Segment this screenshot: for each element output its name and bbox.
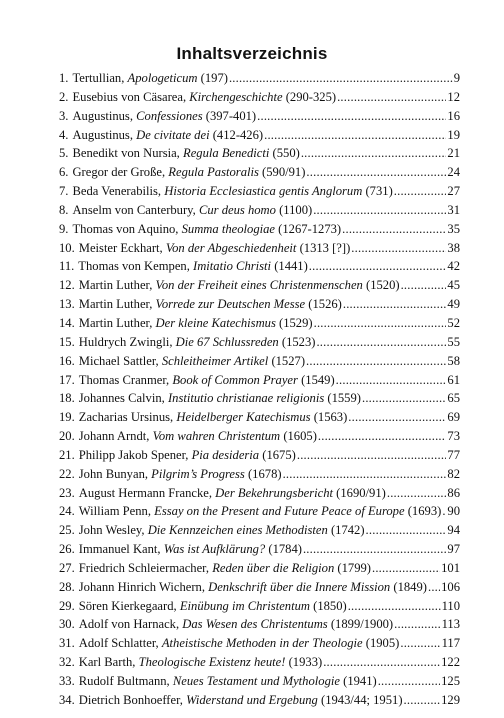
entry-number: 12. [59,278,75,293]
dot-leader [400,634,440,653]
toc-entry [59,540,460,559]
entry-date: (1529) [279,315,313,330]
entry-author: Beda Venerabilis, [72,184,162,199]
entry-page-number: 106 [441,579,460,594]
entry-work-title: Kirchengeschichte [189,89,283,104]
entry-number: 28. [59,579,75,594]
entry-date: (731) [365,184,393,199]
toc-entry [59,69,460,88]
entry-author: Thomas Cranmer, [78,372,170,387]
toc-entry-text [59,465,282,484]
entry-work-title: De civitate dei [136,127,210,142]
entry-number: 3. [59,108,69,123]
toc-entry [59,446,460,465]
toc-entry-text [59,559,371,578]
entry-work-title: Der Bekehrungsbericht [215,485,334,500]
dot-leader [348,597,441,616]
entry-page-number: 125 [441,674,460,688]
entry-number: 9. [59,221,69,236]
entry-work-title: Book of Common Prayer [172,372,298,387]
entry-number: 32. [59,655,75,670]
dot-leader [318,427,447,446]
entry-date: (1526) [308,297,342,312]
entry-author: Eusebius von Cäsarea, [72,89,187,104]
entry-date: (590/91) [262,165,306,180]
entry-date: (290-325) [285,89,337,104]
entry-number: 31. [59,636,75,651]
entry-author: Augustinus, [72,127,133,142]
entry-number: 19. [59,410,75,425]
entry-page-number: 94 [447,523,460,538]
toc-entry-text [59,182,393,201]
toc-entry [59,634,460,653]
entry-work-title: Widerstand und Ergebung [186,692,318,707]
entry-page-number: 117 [441,636,460,651]
entry-author: Thomas von Kempen, [78,259,190,274]
toc-entry [59,672,460,691]
dot-leader [348,408,446,427]
entry-work-title: Von der Freiheit eines Christenmenschen [155,278,363,293]
toc-entry [59,163,460,182]
dot-leader [297,446,447,465]
entry-page-number: 122 [441,655,460,670]
toc-entry-text [59,239,350,258]
entry-number: 6. [59,165,69,180]
entry-date: (1563) [313,410,348,425]
dot-leader [342,220,446,239]
entry-author: Huldrych Zwingli, [78,334,173,349]
entry-page-number: 58 [447,353,460,368]
entry-work-title: Summa theologiae [181,221,275,236]
entry-page-number: 19 [447,127,460,142]
toc-entry [59,220,460,239]
toc-entry-text [59,691,403,710]
dot-leader [309,257,447,276]
entry-author: Meister Eckhart, [78,240,163,255]
entry-date: (1933) [288,655,323,670]
dot-leader [313,201,446,220]
entry-number: 17. [59,372,75,387]
entry-number: 34. [59,692,75,707]
entry-date: (1799) [337,560,371,575]
dot-leader [428,578,440,597]
toc-entry [59,371,460,390]
dot-leader [323,653,440,672]
entry-work-title: Vom wahren Christentum [152,429,281,444]
entry-date: (1675) [262,447,296,462]
entry-author: Anselm von Canterbury, [72,202,196,217]
toc-entry [59,88,460,107]
entry-date: (1559) [327,391,361,406]
toc-entry-text [59,502,441,521]
entry-author: Tertullian, [72,71,125,85]
entry-number: 30. [59,617,75,632]
dot-leader [283,465,447,484]
entry-date: (1520) [366,278,400,293]
dot-leader [264,126,446,145]
entry-number: 33. [59,674,75,688]
toc-entry-text [59,163,305,182]
dot-leader [404,691,441,710]
entry-work-title: Pia desideria [191,447,260,462]
entry-number: 24. [59,504,75,519]
entry-date: (1313 [?]) [299,240,351,255]
entry-number: 16. [59,353,75,368]
toc-entry [59,182,460,201]
entry-work-title: Pilgrim’s Progress [151,466,245,481]
entry-page-number: 45 [447,278,460,293]
entry-date: (1605) [283,429,317,444]
dot-leader [366,521,447,540]
entry-author: Benedikt von Nursia, [72,146,180,161]
dot-leader [401,276,447,295]
toc-entry [59,578,460,597]
entry-author: John Bunyan, [78,466,149,481]
toc-entry [59,653,460,672]
entry-author: Michael Sattler, [78,353,159,368]
toc-entry-text [59,144,300,163]
toc-entry [59,559,460,578]
entry-author: Johann Arndt, [78,429,150,444]
toc-entry [59,257,460,276]
entry-author: John Wesley, [78,523,145,538]
dot-leader [301,144,447,163]
entry-page-number: 129 [441,692,460,707]
dot-leader [316,333,446,352]
entry-work-title: Heidelberger Katechismus [176,410,311,425]
entry-page-number: 90 [447,504,460,519]
entry-author: Gregor der Große, [72,165,166,180]
entry-work-title: Imitatio Christi [193,259,272,274]
entry-page-number: 73 [447,429,460,444]
entry-page-number: 9 [453,71,460,85]
entry-date: (1549) [301,372,335,387]
dot-leader [336,371,447,390]
dot-leader [314,314,447,333]
toc-entry [59,408,460,427]
entry-author: Augustinus, [72,108,133,123]
toc-entry-text [59,126,263,145]
dot-leader [257,107,446,126]
entry-author: Dietrich Bonhoeffer, [78,692,183,707]
page-title: Inhaltsverzeichnis [176,44,328,63]
entry-date: (1527) [271,353,306,368]
toc-entry [59,465,460,484]
entry-page-number: 35 [447,221,460,236]
toc-entry-text [59,257,308,276]
toc-entry-text [59,484,386,503]
entry-date: (1784) [268,542,302,557]
entry-number: 14. [59,315,75,330]
entry-number: 5. [59,146,69,161]
entry-date: (1943/44; 1951) [321,692,403,707]
entry-author: Johannes Calvin, [78,391,165,406]
toc-entry [59,352,460,371]
entry-page-number: 97 [447,542,460,557]
entry-page-number: 38 [447,240,460,255]
entry-author: Martin Luther, [78,315,153,330]
entry-page-number: 86 [447,485,460,500]
entry-work-title: Denkschrift über die Innere Mission [208,579,391,594]
entry-work-title: Die Kennzeichen eines Methodisten [147,523,328,538]
entry-date: (1678) [247,466,282,481]
entry-work-title: Was ist Aufklärung? [163,542,266,557]
toc-entry [59,295,460,314]
entry-number: 20. [59,429,75,444]
entry-date: (397-401) [205,108,257,123]
entry-date: (1905) [365,636,400,651]
toc-entry [59,107,460,126]
entry-author: Philipp Jakob Spener, [78,447,189,462]
entry-work-title: Confessiones [136,108,203,123]
entry-date: (1899/1900) [330,617,394,632]
entry-page-number: 31 [447,202,460,217]
entry-author: Martin Luther, [78,278,153,293]
entry-number: 2. [59,89,69,104]
toc-entry [59,427,460,446]
entry-page-number: 69 [447,410,460,425]
toc-entry-text [59,672,377,691]
entry-work-title: Reden über die Religion [212,560,335,575]
entry-page-number: 42 [447,259,460,274]
toc-entry-text [59,107,256,126]
toc-entry-text [59,352,305,371]
toc-entry [59,521,460,540]
entry-author: Sören Kierkegaard, [78,598,177,613]
entry-number: 27. [59,560,75,575]
entry-number: 15. [59,334,75,349]
entry-number: 11. [59,259,75,274]
entry-date: (1941) [343,674,377,688]
entry-work-title: Apologeticum [127,71,198,85]
dot-leader [394,182,447,201]
entry-date: (1690/91) [336,485,386,500]
entry-work-title: Die 67 Schlussreden [175,334,279,349]
toc-entry [59,239,460,258]
entry-work-title: Institutio christianae religionis [167,391,325,406]
toc-entry [59,314,460,333]
toc-entry-text [59,295,342,314]
entry-page-number: 110 [441,598,460,613]
dot-leader [229,69,453,88]
entry-work-title: Regula Pastoralis [168,165,259,180]
entry-date: (1523) [281,334,316,349]
entry-author: Immanuel Kant, [78,542,161,557]
toc-entry-text [59,634,399,653]
toc-entry [59,484,460,503]
dot-leader [442,502,446,521]
toc-entry-text [59,408,347,427]
dot-leader [343,295,447,314]
toc-entry [59,144,460,163]
entry-author: August Hermann Francke, [78,485,212,500]
entry-work-title: Der kleine Katechismus [155,315,276,330]
toc-entry [59,615,460,634]
entry-date: (1742) [330,523,365,538]
entry-date: (412-426) [212,127,264,142]
entry-author: Adolf von Harnack, [78,617,180,632]
entry-work-title: Einübung im Christentum [179,598,310,613]
dot-leader [303,540,446,559]
entry-number: 10. [59,240,75,255]
entry-author: Friedrich Schleiermacher, [78,560,210,575]
dot-leader [306,163,446,182]
entry-number: 4. [59,127,69,142]
entry-date: (1693) [407,504,442,519]
toc-entry-text [59,427,317,446]
entry-date: (197) [200,71,228,85]
entry-work-title: Atheistische Methoden in der Theologie [161,636,363,651]
entry-author: Zacharias Ursinus, [78,410,174,425]
table-of-contents [59,69,460,710]
toc-entry-text [59,597,347,616]
toc-entry [59,597,460,616]
entry-author: Johann Hinrich Wichern, [78,579,205,594]
toc-entry [59,126,460,145]
dot-leader [306,352,446,371]
toc-entry [59,201,460,220]
toc-entry-text [59,69,228,88]
entry-author: Adolf Schlatter, [78,636,159,651]
entry-page-number: 27 [447,184,460,199]
entry-work-title: Regula Benedicti [183,146,270,161]
entry-work-title: Vorrede zur Deutschen Messe [155,297,306,312]
toc-entry-text [59,220,341,239]
dot-leader [378,672,440,691]
entry-date: (1850) [313,598,347,613]
entry-page-number: 77 [447,447,460,462]
toc-entry-text [59,314,313,333]
entry-page-number: 52 [447,315,460,330]
entry-number: 26. [59,542,75,557]
entry-number: 22. [59,466,75,481]
toc-entry-text [59,540,302,559]
entry-work-title: Theologische Existenz heute! [138,655,286,670]
toc-entry-text [59,446,296,465]
entry-number: 13. [59,297,75,312]
toc-entry [59,333,460,352]
toc-entry-text [59,615,393,634]
entry-author: Karl Barth, [78,655,136,670]
entry-date: (1849) [393,579,427,594]
entry-number: 25. [59,523,75,538]
entry-work-title: Cur deus homo [198,202,276,217]
dot-leader [362,389,446,408]
toc-entry [59,691,460,710]
entry-author: William Penn, [78,504,151,519]
entry-work-title: Schleitheimer Artikel [161,353,269,368]
dot-leader [394,615,440,634]
entry-work-title: Von der Abgeschiedenheit [165,240,297,255]
toc-entry-text [59,578,427,597]
entry-number: 8. [59,202,69,217]
entry-number: 21. [59,447,75,462]
toc-entry-text [59,389,361,408]
entry-work-title: Historia Ecclesiastica gentis Anglorum [164,184,363,199]
entry-number: 18. [59,391,75,406]
entry-work-title: Essay on the Present and Future Peace of Europe [154,504,405,519]
entry-date: (1441) [274,259,308,274]
entry-page-number: 16 [447,108,460,123]
entry-page-number: 101 [441,560,460,575]
toc-entry [59,502,460,521]
entry-number: 29. [59,598,75,613]
entry-page-number: 82 [447,466,460,481]
toc-entry-text [59,333,315,352]
toc-entry-text [59,653,322,672]
entry-page-number: 21 [447,146,460,161]
dot-leader [372,559,440,578]
entry-page-number: 49 [447,297,460,312]
entry-page-number: 65 [447,391,460,406]
entry-page-number: 24 [447,165,460,180]
entry-page-number: 61 [447,372,460,387]
toc-entry-text [59,371,335,390]
entry-page-number: 12 [447,89,460,104]
entry-number: 1. [59,71,69,85]
toc-entry-text [59,201,312,220]
dot-leader [351,239,446,258]
toc-entry-text [59,88,336,107]
dot-leader [337,88,446,107]
entry-work-title: Neues Testament und Mythologie [172,674,340,688]
entry-number: 7. [59,184,69,199]
entry-page-number: 113 [441,617,460,632]
entry-author: Thomas von Aquino, [72,221,179,236]
toc-entry-text [59,276,400,295]
entry-page-number: 55 [447,334,460,349]
entry-number: 23. [59,485,75,500]
toc-entry [59,389,460,408]
entry-work-title: Das Wesen des Christentums [182,617,328,632]
entry-author: Rudolf Bultmann, [78,674,170,688]
dot-leader [387,484,447,503]
entry-author: Martin Luther, [78,297,153,312]
entry-date: (550) [272,146,300,161]
toc-entry [59,276,460,295]
entry-date: (1267-1273) [278,221,342,236]
toc-entry-text [59,521,365,540]
entry-date: (1100) [279,202,313,217]
